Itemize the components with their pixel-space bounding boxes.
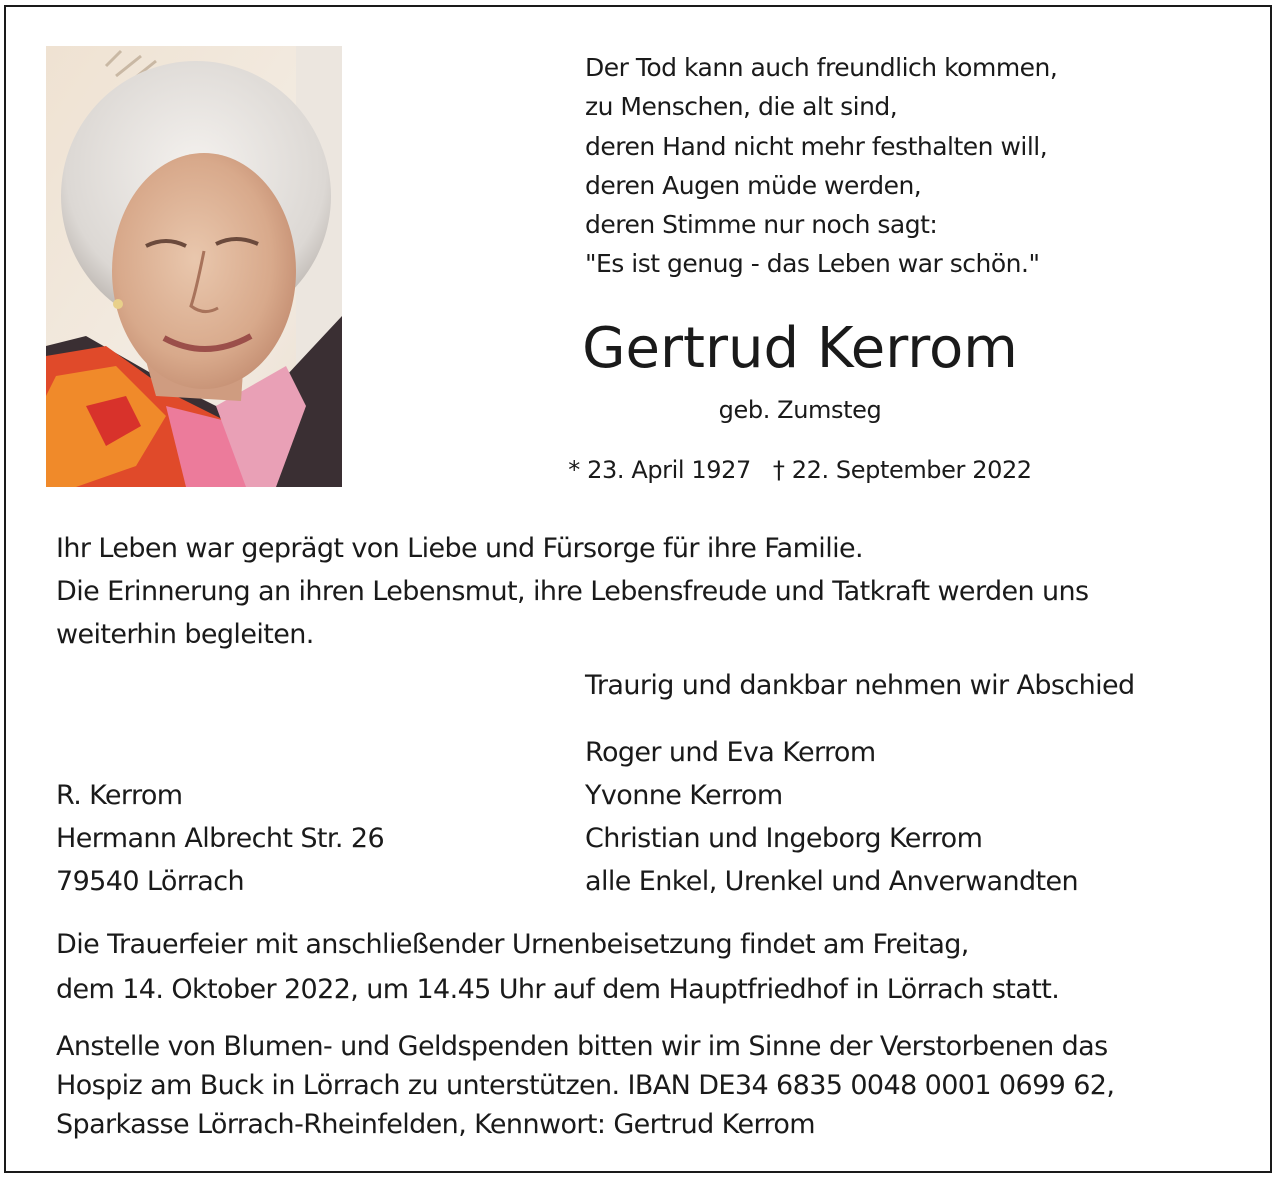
portrait-photo-icon — [46, 46, 342, 487]
poem-line: Der Tod kann auch freundlich kommen, — [585, 53, 1058, 82]
life-text — [56, 527, 1089, 656]
poem-line: deren Hand nicht mehr festhalten will, — [585, 131, 1048, 161]
farewell-text: Traurig und dankbar nehmen wir Abschied — [585, 670, 1135, 701]
poem — [585, 48, 1057, 284]
address-line: Hermann Albrecht Str. 26 — [56, 823, 385, 854]
mourner-item: Roger und Eva Kerrom — [585, 737, 876, 768]
donation-line: Anstelle von Blumen- und Geldspenden bitten wir im Sinne der Verstorbenen das — [56, 1031, 1108, 1062]
birth-date: * 23. April 1927 — [568, 456, 751, 484]
poem-line: deren Augen müde werden, — [585, 170, 922, 200]
mourner-item: Christian und Ingeborg Kerrom — [585, 823, 983, 854]
poem-line: deren Stimme nur noch sagt: — [585, 210, 938, 240]
service-line: Die Trauerfeier mit anschließender Urnenbeisetzung findet am Freitag, — [56, 929, 969, 960]
donation-text — [56, 1027, 1114, 1144]
poem-line: "Es ist genug - das Leben war schön." — [585, 249, 1040, 279]
portrait-illustration — [46, 46, 342, 487]
address-line: R. Kerrom — [56, 780, 183, 811]
poem-line: zu Menschen, die alt sind, — [585, 92, 898, 122]
life-line: Die Erinnerung an ihren Lebensmut, ihre Lebensfreude und Tatkraft werden uns — [56, 576, 1089, 607]
life-dates — [500, 452, 1100, 488]
birth-name: geb. Zumsteg — [718, 396, 882, 424]
mourner-item: Yvonne Kerrom — [585, 780, 783, 811]
life-line: weiterhin begleiten. — [56, 619, 314, 650]
donation-line: Hospiz am Buck in Lörrach zu unterstützen. IBAN DE34 6835 0048 0001 0699 62, — [56, 1070, 1115, 1101]
service-line: dem 14. Oktober 2022, um 14.45 Uhr auf dem Hauptfriedhof in Lörrach statt. — [56, 974, 1060, 1005]
death-date: † 22. September 2022 — [772, 456, 1032, 484]
life-line: Ihr Leben war geprägt von Liebe und Fürsorge für ihre Familie. — [56, 533, 863, 564]
deceased-name: Gertrud Kerrom — [582, 316, 1018, 381]
funeral-service-text — [56, 922, 1059, 1012]
mourner-item: alle Enkel, Urenkel und Anverwandten — [585, 866, 1079, 897]
address-line: 79540 Lörrach — [56, 866, 244, 897]
contact-address — [56, 774, 384, 903]
mourners-list — [585, 731, 1078, 903]
donation-line: Sparkasse Lörrach-Rheinfelden, Kennwort: Gertrud Kerrom — [56, 1109, 816, 1140]
